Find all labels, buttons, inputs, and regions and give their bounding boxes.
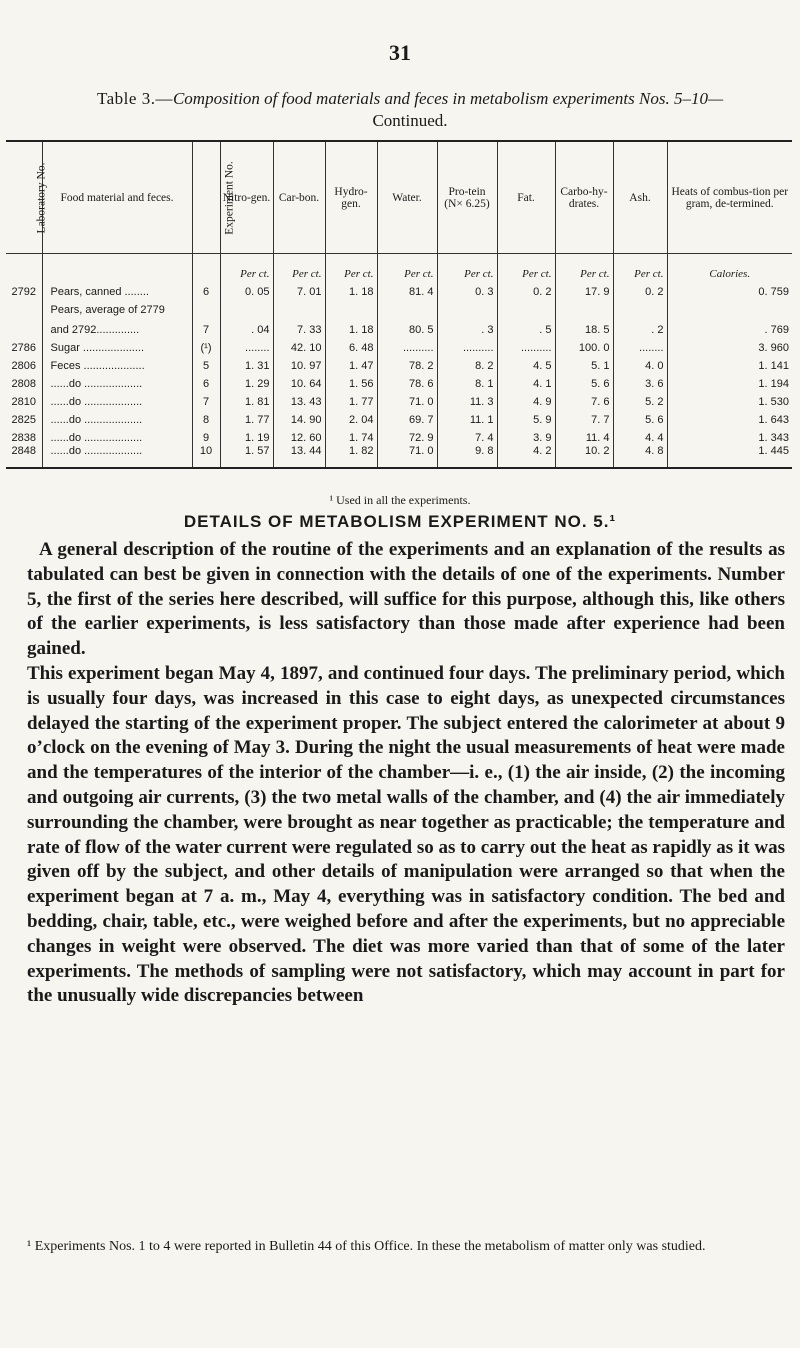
- caption-title: Composition of food materials and feces in metabolism experiments Nos. 5–10—: [172, 89, 724, 108]
- paragraph: This experiment began May 4, 1897, and continued four days. The preliminary period, which is usually four days, was increased in this case to eight days, as unexpected circumstances delayed the starting of the experiment proper. The subject entered the calorimeter at about 9 o’clock on the evening of May 3. During the night the usual measurements of heat were made and the temperatures of the interior of the chamber—i. e., (1) the air inside, (2) the incoming and outgoing air currents, (3) the two metal walls of the chamber, and (4) the air immediately surrounding the chamber, were brought as near together as practicable; the temperature and rate of flow of the water current were regulated so as to carry out the heat as rapidly as it was given off by the subject, and other details of manipulation were arranged so that when the experiment began at 7 a. m., May 4, everything was in satisfactory condition. The bed and bedding, chair, table, etc., were weighed before and after the experiments, but no appreciable changes in weight were observed. The diet was more varied than that of some of the later experiments. The methods of sampling were not satisfactory, which may account in part for the unusually wide discrepancies between: [27, 662, 785, 1007]
- header-carbon: Car-bon.: [273, 141, 325, 254]
- header-water: Water.: [377, 141, 437, 254]
- caption-lead: Table 3.—: [96, 89, 173, 108]
- table-row: 2825 ......do ................... 8 1. 77 14. 90 2. 04 69. 7 11. 1 5. 9 7. 7 5. 6 1. 643: [6, 408, 792, 426]
- table-row: and 2792.............. 7 . 04 7. 33 1. 18 80. 5 . 3 . 5 18. 5 . 2 . 769: [6, 316, 792, 336]
- header-fat: Fat.: [497, 141, 555, 254]
- header-experiment-no: Experiment No.: [192, 141, 220, 254]
- header-ash: Ash.: [613, 141, 667, 254]
- header-heats-of-combustion: Heats of combus-tion per gram, de-termined.: [667, 141, 792, 254]
- header-protein: Pro-tein (N× 6.25): [437, 141, 497, 254]
- table-row: 2792 Pears, canned ........ 6 0. 05 7. 01 1. 18 81. 4 0. 3 0. 2 17. 9 0. 2 0. 759: [6, 280, 792, 298]
- header-nitrogen: Nitro-gen.: [220, 141, 273, 254]
- table-caption: [30, 88, 790, 132]
- header-carbohydrates: Carbo-hy-drates.: [555, 141, 613, 254]
- table-row: 2848 ......do ................... 10 1. 57 13. 44 1. 82 71. 0 9. 8 4. 2 10. 2 4. 8 1. 445: [6, 444, 792, 468]
- table-header-row: [6, 141, 792, 254]
- table-row: 2838 ......do ................... 9 1. 19 12. 60 1. 74 72. 9 7. 4 3. 9 11. 4 4. 4 1. 343: [6, 426, 792, 444]
- body-text: [27, 538, 785, 1009]
- table-units-row: Per ct. Per ct. Per ct. Per ct. Per ct. Per ct. Per ct. Per ct. Calories.: [6, 254, 792, 281]
- composition-table: [6, 140, 792, 469]
- section-heading: DETAILS OF METABOLISM EXPERIMENT NO. 5.¹: [183, 512, 617, 531]
- page-number: 31: [389, 40, 411, 65]
- table-row: 2810 ......do ................... 7 1. 81 13. 43 1. 77 71. 0 11. 3 4. 9 7. 6 5. 2 1. 530: [6, 390, 792, 408]
- header-hydrogen: Hydro-gen.: [325, 141, 377, 254]
- caption-continued: Continued.: [372, 111, 448, 130]
- page-footnote: ¹ Experiments Nos. 1 to 4 were reported in Bulletin 44 of this Office. In these the metabolism of matter only was studied.: [27, 1239, 706, 1254]
- header-food-material: Food material and feces.: [42, 141, 192, 254]
- header-lab-no: Laboratory No.: [6, 141, 42, 254]
- table-row: 2786 Sugar .................... (¹) ........ 42. 10 6. 48 .......... .......... .......... 100. 0 ........ 3. 960: [6, 336, 792, 354]
- table-row: 2808 ......do ................... 6 1. 29 10. 64 1. 56 78. 6 8. 1 4. 1 5. 6 3. 6 1. 194: [6, 372, 792, 390]
- paragraph: A general description of the routine of the experiments and an explanation of the results as tabulated can best be given in connection with the details of one of the experiments. Number 5, the first of the series here described, will suffice for this purpose, although this, like others of the earlier experiments, is less satisfactory than those made after experience had been gained.: [27, 539, 785, 660]
- table-footnote: ¹ Used in all the experiments.: [329, 493, 471, 507]
- table-row: Pears, average of 2779: [6, 298, 792, 316]
- table-row: 2806 Feces .................... 5 1. 31 10. 97 1. 47 78. 2 8. 2 4. 5 5. 1 4. 0 1. 141: [6, 354, 792, 372]
